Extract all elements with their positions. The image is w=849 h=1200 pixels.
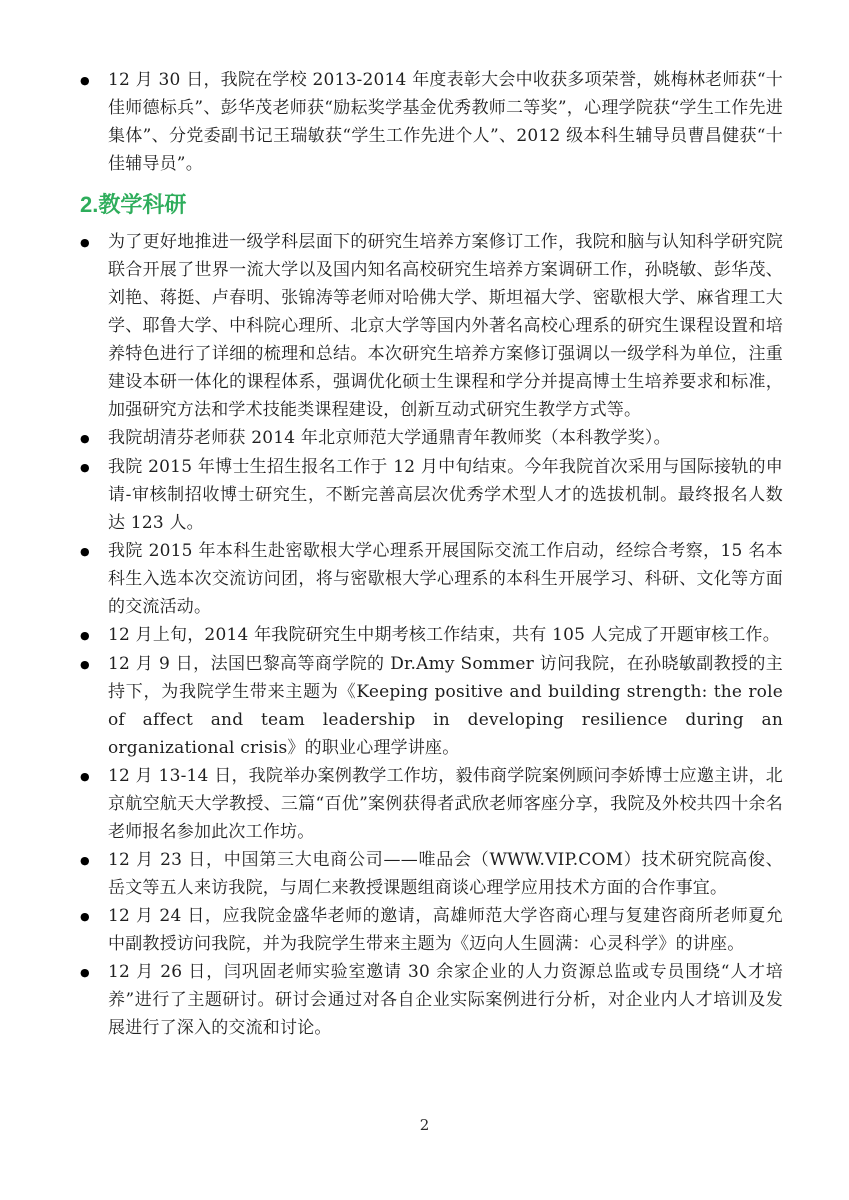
page-number: 2	[419, 1116, 430, 1134]
bullet-icon: ●	[80, 629, 90, 642]
bullet-text: 12 月 23 日，中国第三大电商公司——唯品会（WWW.VIP.COM）技术研究院高俊、岳文等五人来访我院，与周仁来教授课题组商谈心理学应用技术方面的合作事宜。	[108, 850, 783, 898]
bullet-item	[80, 537, 783, 621]
bullet-icon: ●	[80, 432, 90, 445]
prev-section-bullet-list	[80, 66, 783, 178]
bullet-item	[80, 650, 783, 762]
bullet-item	[80, 453, 783, 537]
bullet-text: 我院胡清芬老师获 2014 年北京师范大学通鼎青年教师奖（本科教学奖）。	[108, 428, 671, 448]
bullet-icon: ●	[80, 461, 90, 474]
bullet-icon: ●	[80, 658, 90, 671]
bullet-text: 我院 2015 年本科生赴密歇根大学心理系开展国际交流工作启动，经综合考察，15 名本科生入选本次交流访问团，将与密歇根大学心理系的本科生开展学习、科研、文化等方面的交流活动。	[108, 541, 783, 617]
bullet-text: 12 月 24 日，应我院金盛华老师的邀请，高雄师范大学咨商心理与复建咨商所老师夏允中副教授访问我院，并为我院学生带来主题为《迈向人生圆满：心灵科学》的讲座。	[108, 906, 783, 954]
bullet-icon: ●	[80, 966, 90, 979]
bullet-text: 为了更好地推进一级学科层面下的研究生培养方案修订工作，我院和脑与认知科学研究院联合开展了世界一流大学以及国内知名高校研究生培养方案调研工作，孙晓敏、彭华茂、刘艳、蒋挺、卢春明、张锦涛等老师对哈佛大学、斯坦福大学、密歇根大学、麻省理工大学、耶鲁大学、中科院心理所、北京大学等国内外著名高校心理系的研究生课程设置和培养特色进行了详细的梳理和总结。本次研究生培养方案修订强调以一级学科为单位，注重建设本研一体化的课程体系，强调优化硕士生课程和学分并提高博士生培养要求和标准，加强研究方法和学术技能类课程建设，创新互动式研究生教学方式等。	[108, 232, 783, 420]
bullet-text: 12 月 13-14 日，我院举办案例教学工作坊，毅伟商学院案例顾问李娇博士应邀主讲，北京航空航天大学教授、三篇“百优”案例获得者武欣老师客座分享，我院及外校共四十余名老师报名参加此次工作坊。	[108, 766, 783, 842]
bullet-text: 12 月 30 日，我院在学校 2013-2014 年度表彰大会中收获多项荣誉，姚梅林老师获“十佳师德标兵”、彭华茂老师获“励耘奖学基金优秀教师二等奖”，心理学院获“学生工作先进集体”、分党委副书记王瑞敏获“学生工作先进个人”、2012 级本科生辅导员曹昌健获“十佳辅导员”。	[108, 70, 783, 174]
bullet-icon: ●	[80, 74, 90, 87]
bullet-text: 12 月 9 日，法国巴黎高等商学院的 Dr.Amy Sommer 访问我院，在孙晓敏副教授的主持下，为我院学生带来主题为《Keeping positive and building strength: the role of affect and team leadership in developing resilience during an organizational crisis》的职业心理学讲座。	[108, 654, 783, 758]
section2-bullet-list	[80, 228, 783, 1042]
bullet-item	[80, 762, 783, 846]
bullet-icon: ●	[80, 854, 90, 867]
bullet-icon: ●	[80, 770, 90, 783]
bullet-icon: ●	[80, 545, 90, 558]
bullet-item	[80, 621, 783, 650]
section-heading-teaching-research: 2.教学科研	[80, 192, 187, 217]
bullet-item	[80, 902, 783, 958]
bullet-icon: ●	[80, 910, 90, 923]
bullet-item	[80, 66, 783, 178]
bullet-icon: ●	[80, 236, 90, 249]
bullet-item	[80, 228, 783, 424]
bullet-text: 我院 2015 年博士生招生报名工作于 12 月中旬结束。今年我院首次采用与国际接轨的申请-审核制招收博士研究生，不断完善高层次优秀学术型人才的选拔机制。最终报名人数达 123 人。	[108, 457, 783, 533]
bullet-text: 12 月上旬，2014 年我院研究生中期考核工作结束，共有 105 人完成了开题审核工作。	[108, 625, 780, 645]
bullet-text: 12 月 26 日，闫巩固老师实验室邀请 30 余家企业的人力资源总监或专员围绕“人才培养”进行了主题研讨。研讨会通过对各自企业实际案例进行分析，对企业内人才培训及发展进行了深入的交流和讨论。	[108, 962, 783, 1038]
bullet-item	[80, 424, 783, 453]
bullet-item	[80, 846, 783, 902]
bullet-item	[80, 958, 783, 1042]
